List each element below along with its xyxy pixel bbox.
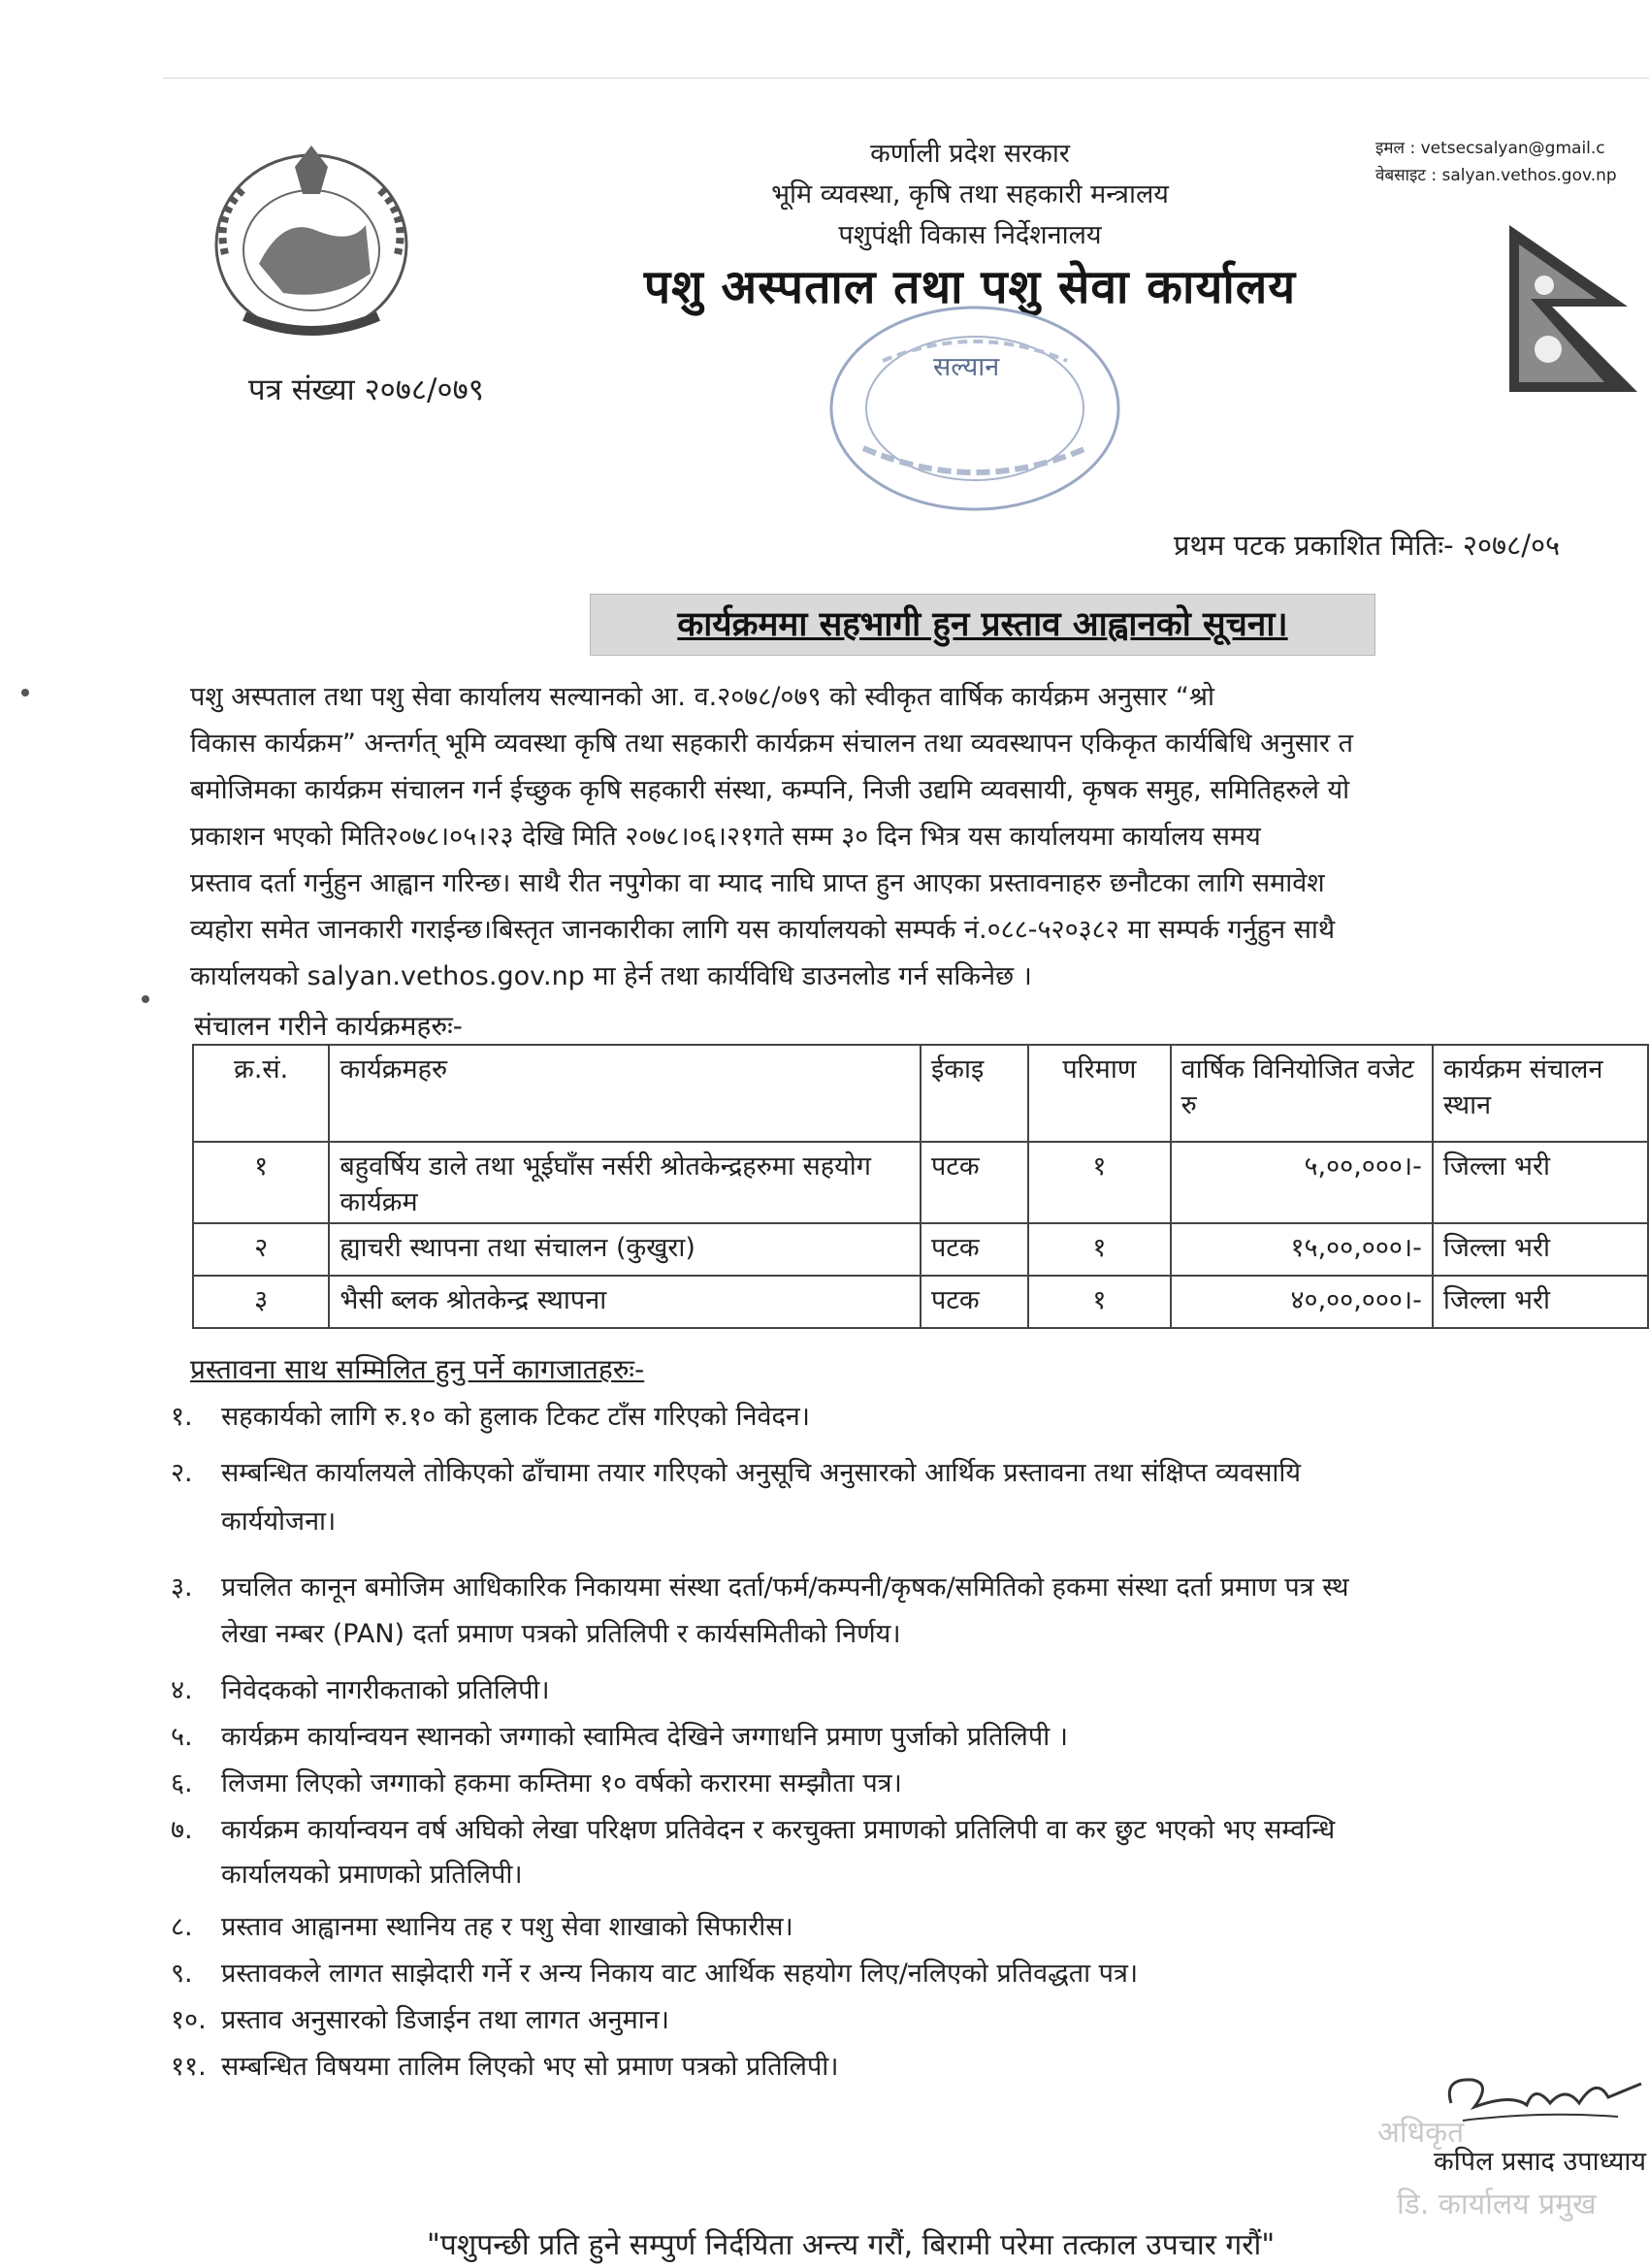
document-text-continued: लेखा नम्बर (PAN) दर्ता प्रमाण पत्रको प्रतिलिपी र कार्यसमितीको निर्णय। (221, 1619, 901, 1649)
document-text: प्रस्ताव आह्वानमा स्थानिय तह र पशु सेवा शाखाको सिफारीस। (221, 1912, 793, 1942)
body-line: पशु अस्पताल तथा पशु सेवा कार्यालय सल्यानको आ. व.२०७८/०७९ को स्वीकृत वार्षिक कार्यक्रम अनुसार “श्रो (190, 682, 1215, 712)
cell-location: जिल्ला भरी (1433, 1142, 1648, 1223)
document-item (171, 1568, 1649, 1604)
document-text: सहकार्यको लागि रु.१० को हुलाक टिकट टाँस गरिएको निवेदन। (221, 1402, 811, 1432)
nepal-flag-icon (1502, 221, 1647, 402)
document-number: १. (171, 1402, 193, 1432)
contact-email: इमल : vetsecsalyan@gmail.c (1375, 139, 1605, 158)
cell-location: जिल्ला भरी (1433, 1223, 1648, 1276)
signatory-name: कपिल प्रसाद उपाध्याय (1434, 2147, 1647, 2177)
documents-heading: प्रस्तावना साथ सम्मिलित हुनु पर्ने कागजातहरुः- (190, 1353, 645, 1385)
document-number: ११. (171, 2052, 207, 2082)
header-line-ministry: भूमि व्यवस्था, कृषि तथा सहकारी मन्त्रालय (771, 179, 1169, 210)
document-item (171, 1907, 1649, 1943)
col-header-programs: कार्यक्रमहरु (329, 1045, 921, 1142)
document-number: ५. (171, 1722, 193, 1752)
document-text-continued: कार्ययोजना। (221, 1507, 337, 1537)
document-text: सम्बन्धित कार्यालयले तोकिएको ढाँचामा तयार गरिएको अनुसूचि अनुसारको आर्थिक प्रस्तावना तथा संक्षिप्त व्यवसायि (221, 1458, 1301, 1488)
publish-date: प्रथम पटक प्रकाशित मितिः- २०७८/०५ (1174, 529, 1561, 562)
cell-location: जिल्ला भरी (1433, 1276, 1648, 1328)
col-header-budget: वार्षिक विनियोजित वजेट रु (1171, 1045, 1433, 1142)
document-text: प्रचलित कानून बमोजिम आधिकारिक निकायमा संस्था दर्ता/फर्म/कम्पनी/कृषक/समितिको हकमा संस्था दर्ता प्रमाण पत्र स्थ (221, 1572, 1349, 1603)
cell-program: ह्याचरी स्थापना तथा संचालन (कुखुरा) (329, 1223, 921, 1276)
cell-serial: १ (193, 1142, 329, 1223)
table-header-row (193, 1045, 1648, 1142)
cell-quantity: १ (1028, 1223, 1171, 1276)
cell-unit: पटक (921, 1142, 1028, 1223)
document-item (171, 1810, 1649, 1846)
document-text-continued: कार्यालयको प्रमाणको प्रतिलिपी। (221, 1860, 523, 1890)
stamp-label: सल्यान (933, 352, 1000, 382)
faded-stamp-line: डि. कार्यालय प्रमुख (1397, 2187, 1597, 2221)
footer-quote: "पशुपन्छी प्रति हुने सम्पुर्ण निर्दयिता अन्त्य गरौं, बिरामी परेमा तत्काल उपचार गरौं" (427, 2228, 1276, 2262)
document-number: ९. (171, 1959, 193, 1989)
scan-speck (142, 995, 149, 1003)
document-text: कार्यक्रम कार्यान्वयन वर्ष अघिको लेखा परिक्षण प्रतिवेदन र करचुक्ता प्रमाणको प्रतिलिपी वा कर छुट भएको भए सम्वन्धि (221, 1815, 1336, 1845)
programs-heading: संचालन गरीने कार्यक्रमहरुः- (194, 1010, 463, 1042)
cell-budget: १५,००,०००।- (1171, 1223, 1433, 1276)
letter-number: पत्र संख्या २०७८/०७९ (248, 373, 484, 407)
cell-serial: ३ (193, 1276, 329, 1328)
document-item (171, 1397, 1649, 1433)
top-rule (163, 78, 1649, 79)
document-item (171, 2047, 1649, 2083)
document-number: ६. (171, 1768, 193, 1798)
body-line: विकास कार्यक्रम” अन्तर्गत् भूमि व्यवस्था कृषि तथा सहकारी कार्यक्रम संचालन तथा व्यवस्थापन एकिकृत कार्यबिधि अनुसार त (190, 729, 1353, 759)
document-text: निवेदकको नागरीकताको प्रतिलिपी। (221, 1675, 550, 1705)
cell-quantity: १ (1028, 1276, 1171, 1328)
body-line: बमोजिमका कार्यक्रम संचालन गर्न ईच्छुक कृषि सहकारी संस्था, कम्पनि, निजी उद्यमि व्यवसायी, कृषक समुह, समितिहरुले यो (190, 775, 1350, 805)
document-number: ८. (171, 1912, 193, 1942)
document-item (171, 1670, 1649, 1706)
table-row (193, 1276, 1648, 1328)
nepal-emblem-icon (206, 138, 417, 343)
col-header-unit: ईकाइ (921, 1045, 1028, 1142)
document-text: कार्यक्रम कार्यान्वयन स्थानको जग्गाको स्वामित्व देखिने जग्गाधनि प्रमाण पुर्जाको प्रतिलिपी । (221, 1722, 1069, 1752)
programs-table (192, 1044, 1649, 1329)
cell-serial: २ (193, 1223, 329, 1276)
col-header-serial: क्र.सं. (193, 1045, 329, 1142)
table-row (193, 1223, 1648, 1276)
cell-program: भैसी ब्लक श्रोतकेन्द्र स्थापना (329, 1276, 921, 1328)
notice-title: कार्यक्रममा सहभागी हुन प्रस्ताव आह्वानको सूचना। (590, 594, 1375, 656)
cell-budget: ५,००,०००।- (1171, 1142, 1433, 1223)
document-item (171, 1954, 1649, 1990)
document-text: सम्बन्धित विषयमा तालिम लिएको भए सो प्रमाण पत्रको प्रतिलिपी। (221, 2052, 839, 2082)
body-line: कार्यालयको salyan.vethos.gov.np मा हेर्न तथा कार्यविधि डाउनलोड गर्न सकिनेछ । (190, 961, 1032, 991)
header-line-directorate: पशुपंक्षी विकास निर्देशनालय (838, 220, 1102, 250)
body-line: प्रकाशन भएको मिति२०७८।०५।२३ देखि मिति २०७८।०६।२१गते सम्म ३० दिन भित्र यस कार्यालयमा कार्यालय समय (190, 822, 1261, 852)
cell-program: बहुवर्षिय डाले तथा भूईघाँस नर्सरी श्रोतकेन्द्रहरुमा सहयोग कार्यक्रम (329, 1142, 921, 1223)
header-line-province: कर्णाली प्रदेश सरकार (870, 139, 1070, 169)
office-name: पशु अस्पताल तथा पशु सेवा कार्यालय (643, 260, 1297, 314)
body-line: व्यहोरा समेत जानकारी गराईन्छ।बिस्तृत जानकारीका लागि यस कार्यालयको सम्पर्क नं.०८८-५२०३८२ मा सम्पर्क गर्नुहुन साथै (190, 915, 1336, 945)
document-number: ४. (171, 1675, 193, 1705)
cell-budget: ४०,००,०००।- (1171, 1276, 1433, 1328)
document-number: ३. (171, 1572, 193, 1603)
document-text: प्रस्ताव अनुसारको डिजाईन तथा लागत अनुमान। (221, 2005, 670, 2035)
document-item (171, 2000, 1649, 2036)
cell-quantity: १ (1028, 1142, 1171, 1223)
document-item (171, 1764, 1649, 1799)
col-header-location: कार्यक्रम संचालन स्थान (1433, 1045, 1648, 1142)
faded-stamp-line: अधिकृत (1377, 2116, 1465, 2150)
office-stamp-seal (824, 303, 1125, 514)
cell-unit: पटक (921, 1223, 1028, 1276)
document-number: २. (171, 1458, 193, 1488)
handwritten-signature (1434, 2064, 1649, 2134)
contact-website: वेबसाइट : salyan.vethos.gov.np (1375, 166, 1617, 185)
document-item (171, 1717, 1649, 1753)
document-text: लिजमा लिएको जग्गाको हकमा कम्तिमा १० वर्षको करारमा सम्झौता पत्र। (221, 1768, 902, 1798)
body-line: प्रस्ताव दर्ता गर्नुहुन आह्वान गरिन्छ। साथै रीत नपुगेका वा म्याद नाघि प्राप्त हुन आएका प्रस्तावनाहरु छनौटका लागि समावेश (190, 868, 1325, 898)
document-text: प्रस्तावकले लागत साझेदारी गर्ने र अन्य निकाय वाट आर्थिक सहयोग लिए/नलिएको प्रतिवद्धता पत्र। (221, 1959, 1139, 1989)
scan-speck (21, 689, 29, 697)
document-item (171, 1453, 1649, 1489)
document-number: ७. (171, 1815, 193, 1845)
col-header-quantity: परिमाण (1028, 1045, 1171, 1142)
cell-unit: पटक (921, 1276, 1028, 1328)
table-row (193, 1142, 1648, 1223)
document-number: १०. (171, 2005, 207, 2035)
